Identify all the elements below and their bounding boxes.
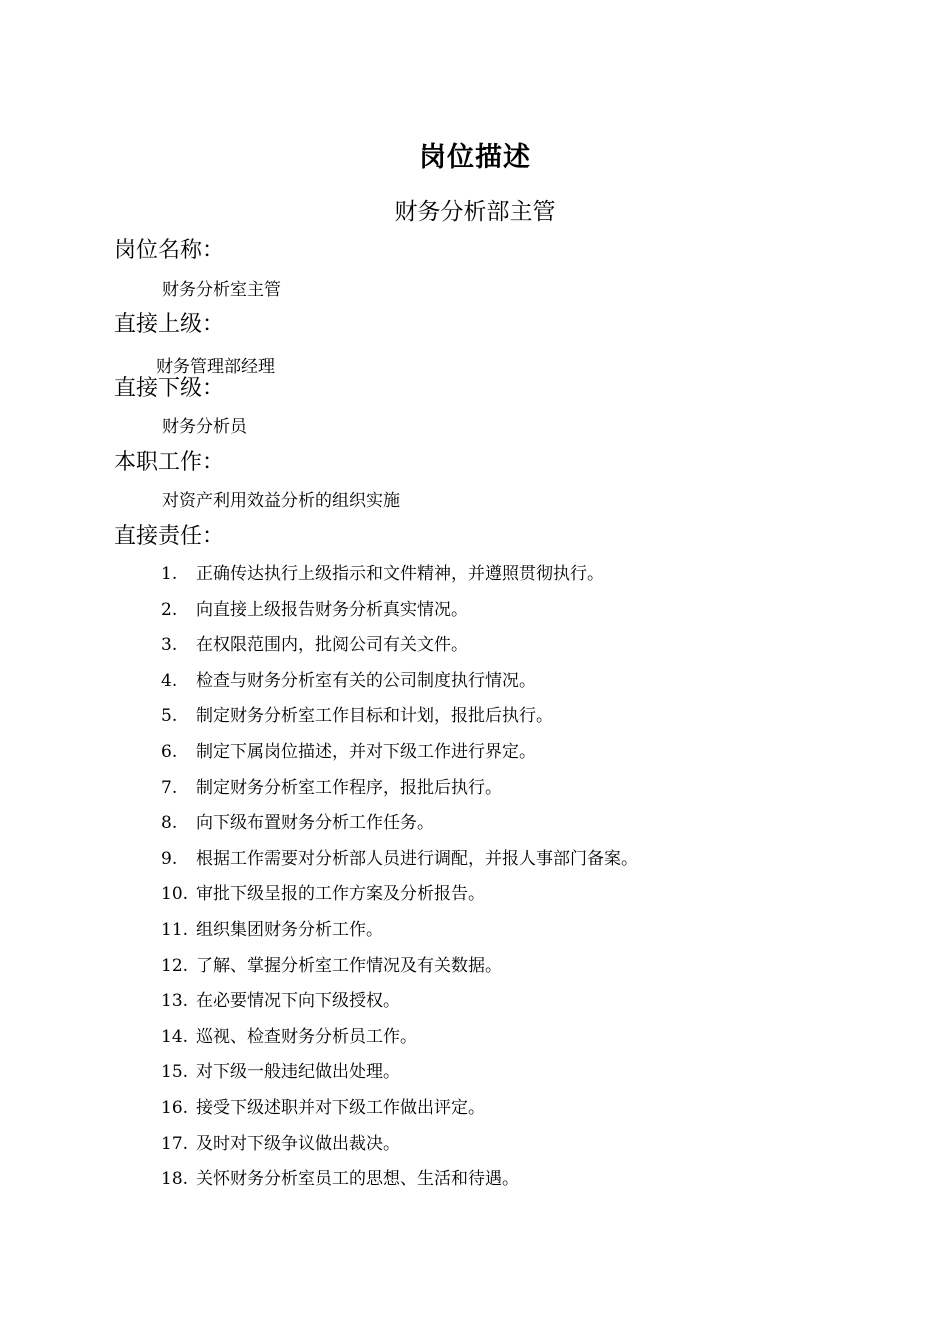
duty-text: 在权限范围内，批阅公司有关文件。 xyxy=(196,635,468,656)
list-item xyxy=(0,880,950,916)
duty-text: 接受下级述职并对下级工作做出评定。 xyxy=(196,1097,485,1118)
duty-text: 了解、掌握分析室工作情况及有关数据。 xyxy=(196,955,502,976)
duty-text: 检查与财务分析室有关的公司制度执行情况。 xyxy=(196,670,536,691)
duty-number: 5. xyxy=(161,706,178,727)
duty-number: 4. xyxy=(161,670,178,691)
list-item xyxy=(0,560,950,596)
duty-text: 正确传达执行上级指示和文件精神，并遵照贯彻执行。 xyxy=(196,564,604,584)
duty-number: 8. xyxy=(161,813,178,834)
list-item xyxy=(0,1130,950,1166)
duty-text: 对下级一般违纪做出处理。 xyxy=(196,1062,400,1083)
duty-number: 15. xyxy=(161,1062,189,1083)
direct-subordinate-value: 财务分析员 xyxy=(162,417,247,437)
duty-text: 审批下级呈报的工作方案及分析报告。 xyxy=(196,884,485,905)
direct-responsibility-heading: 直接责任： xyxy=(114,524,225,549)
duty-number: 11. xyxy=(161,919,189,940)
duty-number: 7. xyxy=(161,777,178,798)
duty-text: 制定财务分析室工作目标和计划，报批后执行。 xyxy=(196,706,553,727)
duty-number: 13. xyxy=(161,991,189,1012)
main-work-value: 对资产利用效益分析的组织实施 xyxy=(162,491,400,511)
list-item xyxy=(0,845,950,881)
document-title: 岗位描述 xyxy=(419,142,531,173)
list-item xyxy=(0,1058,950,1094)
duty-number: 2. xyxy=(161,599,178,620)
direct-superior-value: 财务管理部经理 xyxy=(156,357,275,377)
list-item xyxy=(0,1023,950,1059)
main-work-heading: 本职工作： xyxy=(114,450,225,475)
duty-number: 6. xyxy=(161,741,178,762)
duty-text: 制定下属岗位描述，并对下级工作进行界定。 xyxy=(196,741,536,762)
duty-number: 12. xyxy=(161,955,189,976)
list-item xyxy=(0,916,950,952)
list-item xyxy=(0,631,950,667)
duty-text: 巡视、检查财务分析员工作。 xyxy=(196,1026,417,1047)
list-item xyxy=(0,809,950,845)
list-item xyxy=(0,987,950,1023)
duty-text: 向直接上级报告财务分析真实情况。 xyxy=(196,599,468,620)
duty-text: 制定财务分析室工作程序，报批后执行。 xyxy=(196,777,502,798)
duty-number: 16. xyxy=(161,1097,189,1118)
list-item xyxy=(0,1094,950,1130)
duty-number: 3. xyxy=(161,635,178,656)
list-item xyxy=(0,952,950,988)
direct-superior-heading: 直接上级： xyxy=(114,312,225,337)
duty-text: 关怀财务分析室员工的思想、生活和待遇。 xyxy=(196,1169,519,1190)
list-item xyxy=(0,774,950,810)
direct-subordinate-heading: 直接下级： xyxy=(114,376,225,401)
list-item xyxy=(0,596,950,632)
duty-number: 9. xyxy=(161,848,178,869)
duty-text: 在必要情况下向下级授权。 xyxy=(196,991,400,1012)
list-item xyxy=(0,1165,950,1201)
duty-number: 18. xyxy=(161,1169,189,1190)
list-item xyxy=(0,702,950,738)
duty-number: 10. xyxy=(161,884,189,905)
duty-text: 向下级布置财务分析工作任务。 xyxy=(196,813,434,834)
list-item xyxy=(0,738,950,774)
duty-number: 17. xyxy=(161,1133,189,1154)
duty-text: 组织集团财务分析工作。 xyxy=(196,919,383,940)
duty-text: 及时对下级争议做出裁决。 xyxy=(196,1133,400,1154)
duty-list xyxy=(0,560,950,1201)
list-item xyxy=(0,667,950,703)
position-name-value: 财务分析室主管 xyxy=(162,280,281,300)
duty-number: 1. xyxy=(161,564,178,584)
document-subtitle: 财务分析部主管 xyxy=(394,199,556,225)
duty-number: 14. xyxy=(161,1026,189,1047)
duty-text: 根据工作需要对分析部人员进行调配，并报人事部门备案。 xyxy=(196,848,638,869)
position-name-heading: 岗位名称： xyxy=(114,238,225,263)
